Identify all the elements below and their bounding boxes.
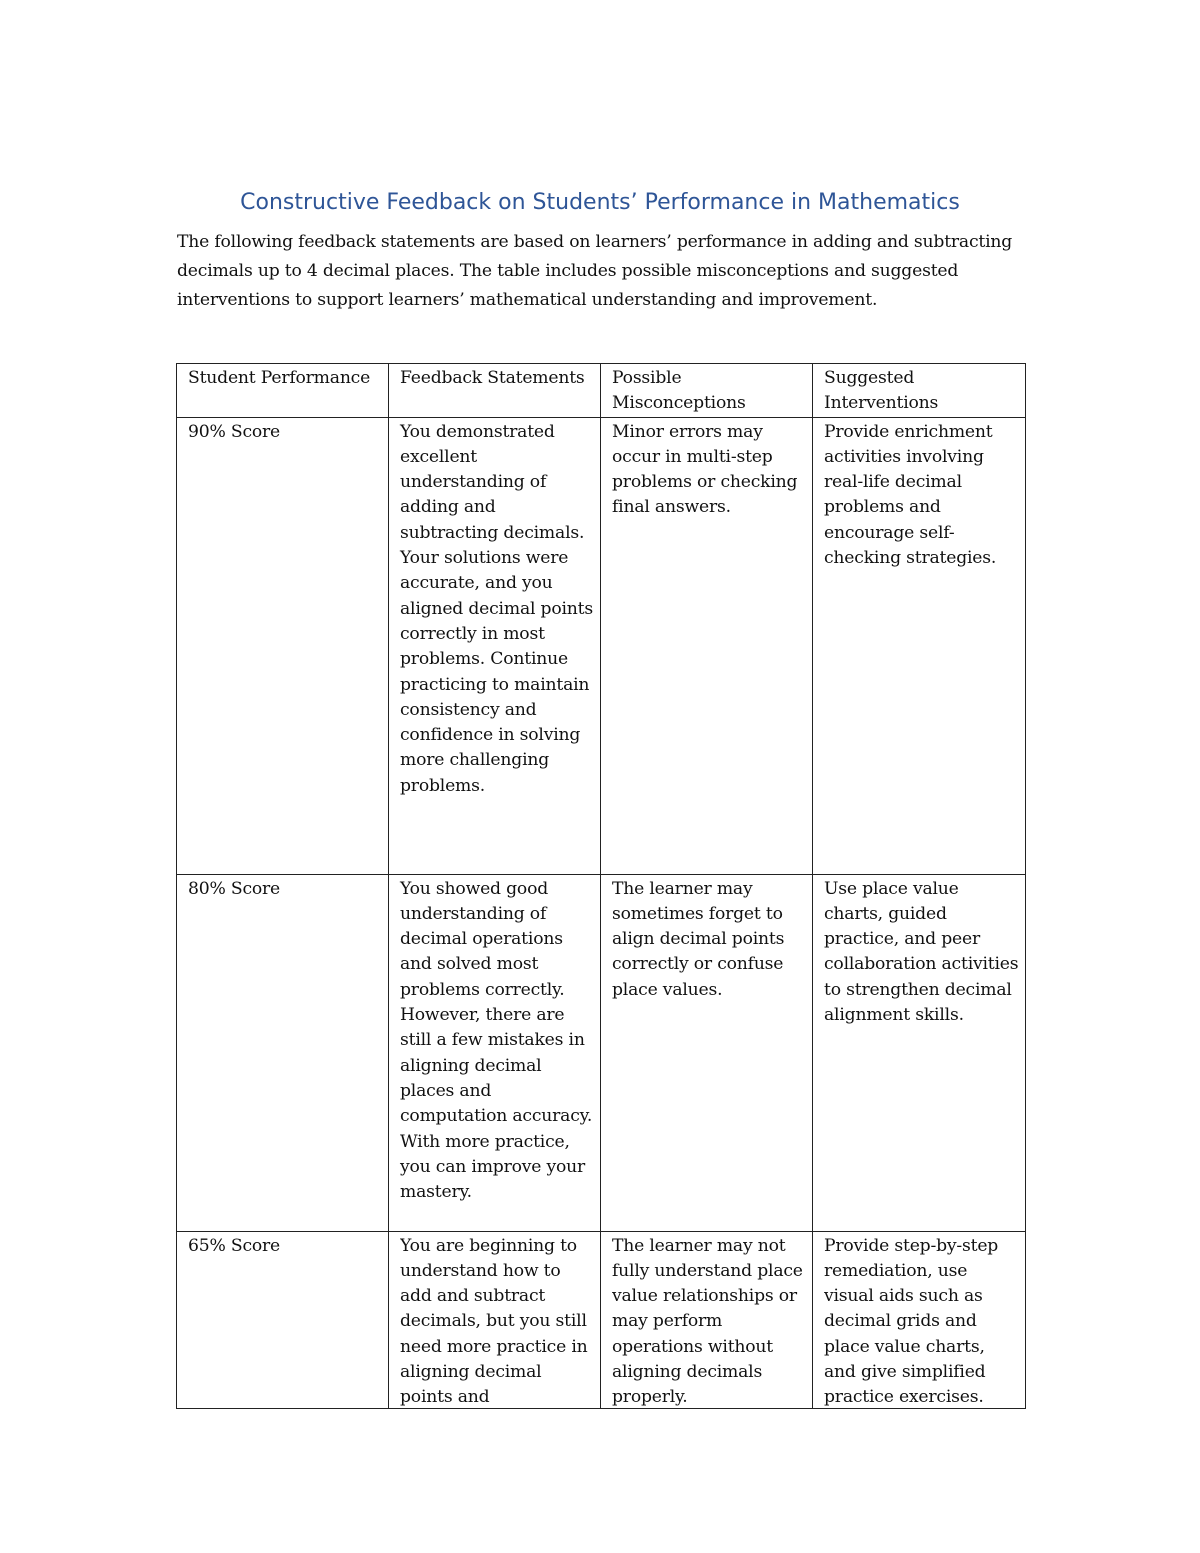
header-possible-misconceptions: Possible Misconceptions	[601, 364, 813, 418]
interventions-cell: Use place value charts, guided practice, and peer collaboration activities to strengthen decimal alignment skills.	[813, 874, 1026, 1231]
header-feedback-statements: Feedback Statements	[389, 364, 601, 418]
feedback-cell: You showed good understanding of decimal operations and solved most problems correctly. However, there are still a few mistakes in aligning decimal places and computation accuracy. With more practice, you can improve your mastery.	[389, 874, 601, 1231]
table-row	[177, 874, 1026, 1231]
table-row	[177, 417, 1026, 874]
performance-cell: 80% Score	[177, 874, 389, 1231]
document-title: Constructive Feedback on Students’ Performance in Mathematics	[240, 190, 960, 215]
misconceptions-cell: The learner may sometimes forget to align decimal points correctly or confuse place values.	[601, 874, 813, 1231]
misconceptions-cell: Minor errors may occur in multi-step problems or checking final answers.	[601, 417, 813, 874]
table-row	[177, 1231, 1026, 1408]
intro-paragraph: The following feedback statements are based on learners’ performance in adding and subtracting decimals up to 4 decimal places. The table includes possible misconceptions and suggested interventions to support learners’ mathematical understanding and improvement.	[177, 232, 1013, 310]
header-suggested-interventions: Suggested Interventions	[813, 364, 1026, 418]
feedback-cell	[389, 1231, 601, 1408]
header-student-performance: Student Performance	[177, 364, 389, 418]
interventions-cell	[813, 1231, 1026, 1408]
interventions-text: Provide step-by-step remediation, use visual aids such as decimal grids and place value charts, and give simplified practice exercises.	[824, 1235, 999, 1408]
performance-text: 65% Score	[188, 1235, 281, 1256]
performance-cell	[177, 1231, 389, 1408]
interventions-cell: Provide enrichment activities involving real-life decimal problems and encourage self-checking strategies.	[813, 417, 1026, 874]
misconceptions-cell	[601, 1231, 813, 1408]
feedback-table	[176, 363, 1026, 1409]
performance-cell: 90% Score	[177, 417, 389, 874]
feedback-cell: You demonstrated excellent understanding of adding and subtracting decimals. Your solutions were accurate, and you aligned decimal points correctly in most problems. Continue practicing to maintain consistency and confidence in solving more challenging problems.	[389, 417, 601, 874]
misconceptions-text: The learner may not fully understand place value relationships or may perform operations without aligning decimals properly.	[612, 1235, 803, 1408]
feedback-text: You are beginning to understand how to add and subtract decimals, but you still need more practice in aligning decimal points and	[400, 1235, 588, 1408]
table-header-row	[177, 364, 1026, 418]
